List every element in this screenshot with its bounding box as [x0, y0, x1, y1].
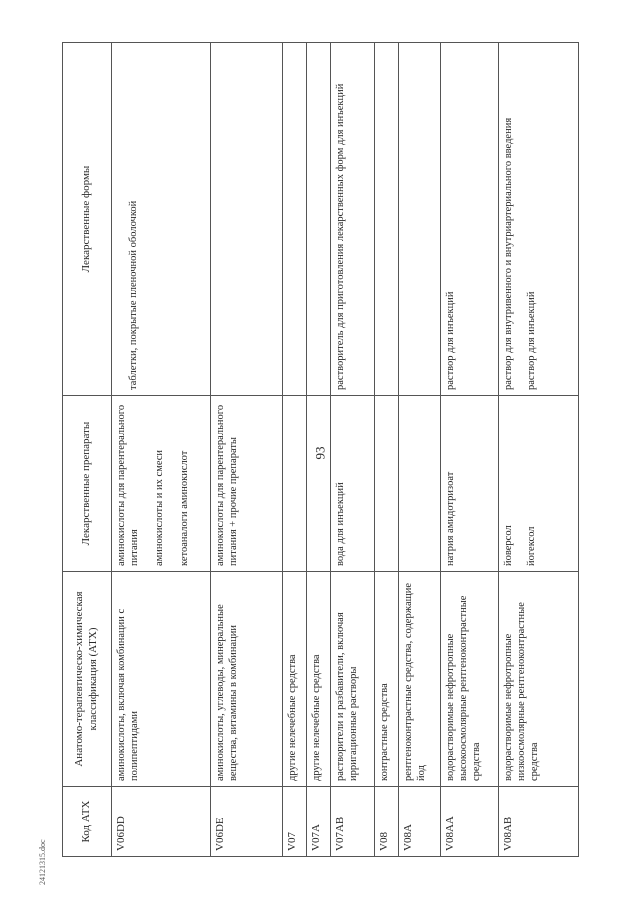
dosage-form-cell: [441, 43, 499, 396]
dosage-form-cell: [331, 43, 375, 396]
header-code: Код АТХ: [63, 787, 112, 857]
atc-table-container: [62, 43, 598, 857]
dosage-form: таблетки, покрытые пленочной оболочкой: [128, 200, 139, 390]
drug-cell: [375, 396, 399, 572]
drug-name: аминокислоты и их смеси: [154, 449, 166, 566]
table-row: [307, 43, 331, 857]
table-header-row: [63, 43, 112, 857]
drug-cell: [283, 396, 307, 572]
table-row: [399, 43, 441, 857]
classification-cell: водорастворимые нефротропные низкоосмолярные рентгеноконтрастные средства: [499, 572, 579, 787]
dosage-form: раствор для внутривенного и внутриартериального введения: [503, 117, 514, 390]
page-number: 93: [312, 446, 327, 460]
drug-cell: [112, 396, 211, 572]
classification-cell: контрастные средства: [375, 572, 399, 787]
drug-name: йоверсол: [503, 525, 514, 566]
drug-name: аминокислоты для парентерального питания + прочие препараты: [215, 404, 240, 566]
classification-cell: аминокислоты, включая комбинации с полипептидами: [112, 572, 211, 787]
drug-name: йогексол: [526, 526, 538, 566]
drug-cell: [211, 396, 283, 572]
atc-code-cell: V07A: [307, 787, 331, 857]
atc-code-cell: V08A: [399, 787, 441, 857]
atc-code-cell: V08AB: [499, 787, 579, 857]
atc-code-cell: V07AB: [331, 787, 375, 857]
drug-name: кетоаналоги аминокислот: [179, 450, 191, 566]
dosage-form-cell: [211, 43, 283, 396]
table-body: [112, 43, 579, 857]
atc-table: [62, 42, 579, 857]
table-row: [283, 43, 307, 857]
dosage-form-cell: [399, 43, 441, 396]
classification-cell: аминокислоты, углеводы, минеральные вещества, витамины в комбинации: [211, 572, 283, 787]
classification-cell: водорастворимые нефротропные высокоосмолярные рентгеноконтрастные средства: [441, 572, 499, 787]
drug-name: натрия амидотризоат: [445, 471, 456, 566]
dosage-form-cell: [499, 43, 579, 396]
header-drugs: Лекарственные препараты: [63, 396, 112, 572]
drug-cell: [331, 396, 375, 572]
table-row: [499, 43, 579, 857]
dosage-form: растворитель для приготовления лекарственных форм для инъекций: [335, 83, 346, 390]
atc-code-cell: V07: [283, 787, 307, 857]
drug-cell: [441, 396, 499, 572]
classification-cell: растворители и разбавители, включая ирригационные растворы: [331, 572, 375, 787]
classification-cell: рентгеноконтрастные средства, содержащие йод: [399, 572, 441, 787]
atc-code-cell: V06DD: [112, 787, 211, 857]
atc-code-cell: V06DE: [211, 787, 283, 857]
dosage-form: раствор для инъекций: [445, 291, 456, 390]
table-row: [441, 43, 499, 857]
atc-code-cell: V08AA: [441, 787, 499, 857]
drug-cell: [499, 396, 579, 572]
table-row: [375, 43, 399, 857]
classification-cell: другие нелечебные средства: [283, 572, 307, 787]
drug-name: аминокислоты для парентерального питания: [116, 404, 141, 566]
classification-cell: другие нелечебные средства: [307, 572, 331, 787]
dosage-form-cell: [375, 43, 399, 396]
drug-cell: [307, 396, 331, 572]
dosage-form-cell: [283, 43, 307, 396]
dosage-form-cell: [307, 43, 331, 396]
dosage-form-cell: [112, 43, 211, 396]
drug-cell: [399, 396, 441, 572]
drug-name: вода для инъекций: [335, 482, 346, 566]
table-row: [211, 43, 283, 857]
atc-code-cell: V08: [375, 787, 399, 857]
document-filename: 24121315.doc: [38, 839, 47, 885]
table-row: [112, 43, 211, 857]
header-forms: Лекарственные формы: [63, 43, 112, 396]
header-classification: Анатомо-терапевтическо-химическая классификация (АТХ): [63, 572, 112, 787]
dosage-form: раствор для инъекций: [526, 291, 538, 390]
table-row: [331, 43, 375, 857]
